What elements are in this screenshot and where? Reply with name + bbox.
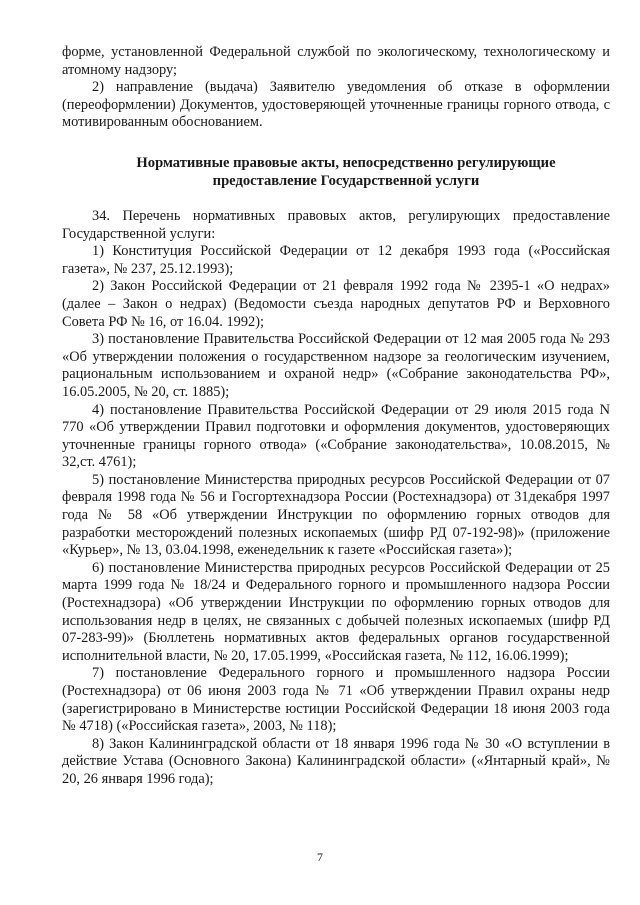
paragraph-34: 34. Перечень нормативных правовых актов, регулирующих предоставление Государственной услуги:: [62, 207, 610, 242]
act-item-resolution-293: 3) постановление Правительства Российской Федерации от 12 мая 2005 года № 293 «Об утверждении положения о государственном надзоре за геологическим изучением, рациональным использованием и охраной недр» («Собрание законодательства РФ», 16.05.2005, № 20, ст. 1885);: [62, 331, 610, 400]
section-heading: Нормативные правовые акты, непосредственно регулирующие предоставление Государственной услуги: [136, 154, 556, 189]
act-item-constitution: 1) Конституция Российской Федерации от 12 декабря 1993 года («Российская газета», № 237, 25.12.1993);: [62, 243, 610, 277]
refusal-item: 2) направление (выдача) Заявителю уведомления об отказе в оформлении (переоформлении) Документов, удостоверяющей уточненные границы горного отвода, с мотивированным обоснованием.: [62, 79, 610, 131]
act-item-resolution-770: 4) постановление Правительства Российской Федерации от 29 июля 2015 года N 770 «Об утверждении Правил подготовки и оформления документов, удостоверяющих уточненные границы горного отвода» («Собрание законодательства», 10.08.2015, № 32,ст. 4761);: [62, 401, 610, 471]
act-item-instruction-rd-07-283-99: 6) постановление Министерства природных ресурсов Российской Федерации от 25 марта 1999 года № 18/24 и Федерального горного и промышленного надзора России (Ростехнадзора) «Об утверждении Инструкции по оформлению горных отводов для использования недр в целях, не связанных с добычей полезных ископаемых (шифр РД 07-283-99)» (Бюллетень нормативных актов федеральных органов государственной исполнительной власти, № 20, 17.05.1999, «Российская газета, № 112, 16.06.1999);: [62, 559, 610, 664]
act-item-instruction-rd-07-192-98: 5) постановление Министерства природных ресурсов Российской Федерации от 07 февраля 1998 года № 56 и Госгортехнадзора России (Ростехнадзора) от 31декабря 1997 года № 58 «Об утверждении Инструкции по оформлению горных отводов для разработки месторождений полезных ископаемых (шифр РД 07-192-98)» (приложение «Курьер», № 13, 03.04.1998, еженедельник к газете «Российская газета»);: [62, 471, 610, 559]
document-body: [62, 44, 610, 789]
act-item-kaliningrad-law: 8) Закон Калининградской области от 18 января 1996 года № 30 «О вступлении в действие Устава (Основного Закона) Калининградской области» («Янтарный край», № 20, 26 января 1996 года);: [62, 735, 610, 787]
page-number: 7: [317, 850, 323, 864]
act-item-subsoil-law: 2) Закон Российской Федерации от 21 февраля 1992 года № 2395-1 «О недрах» (далее – Закон о недрах) (Ведомости съезда народных депутатов РФ и Верховного Совета РФ № 16, от 16.04. 1992);: [62, 278, 610, 330]
act-item-resolution-71: 7) постановление Федерального горного и промышленного надзора России (Ростехнадзора) от 06 июня 2003 года № 71 «Об утверждении Правил охраны недр (зарегистрировано в Министерстве юстиции Российской Федерации 18 июня 2003 года № 4718) («Российская газета», 2003, № 118);: [62, 665, 610, 735]
intro-paragraph: форме, установленной Федеральной службой по экологическому, технологическому и атомному надзору;: [62, 44, 610, 78]
